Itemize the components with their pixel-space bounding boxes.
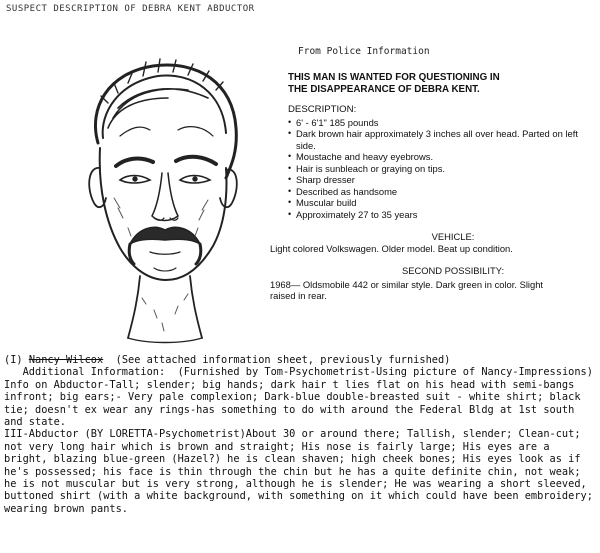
description-item: • Dark brown hair approximately 3 inches all over head. Parted on left side. bbox=[288, 128, 588, 151]
document-title: SUSPECT DESCRIPTION OF DEBRA KENT ABDUCTOR bbox=[6, 4, 255, 14]
typed-notes bbox=[4, 354, 600, 515]
second-possibility-text: 1968— Oldsmobile 442 or similar style. Dark green in color. Slight raised in rear. bbox=[270, 278, 544, 301]
description-item: • Moustache and heavy eyebrows. bbox=[288, 151, 588, 163]
note-item-1-rest: (See attached information sheet, previously furnished) bbox=[103, 354, 451, 366]
description-list bbox=[288, 117, 588, 221]
description-item: • Approximately 27 to 35 years bbox=[288, 209, 588, 221]
flyer-headline-line2: THE DISAPPEARANCE OF DEBRA KENT. bbox=[288, 84, 480, 95]
note-item-1-body: Additional Information: (Furnished by Tom-Psychometrist-Using picture of Nancy-Impressions) Info on Abductor-Tall; slender; big hands; dark hair t lies flat on his head with semi-bangs infront; big ears;- Very pale complexion; Dark-blue double-breasted suit - white shirt; black tie; doesn't ex wear any rings-has something to do with around the Federal Bldg at 1st south and state. bbox=[4, 366, 600, 429]
flyer-headline-line1: THIS MAN IS WANTED FOR QUESTIONING IN bbox=[288, 72, 500, 83]
description-item: • Described as handsome bbox=[288, 186, 588, 198]
struck-name: Nancy Wilcox bbox=[28, 354, 104, 366]
note-item-3: III-Abductor (BY LORETTA-Psychometrist)About 30 or around there; Tallish, slender; Clean-cut; not very long hair which is brown and straight; His nose is fairly large; His eyes are a bright, blazing blue-green (Hazel?) he is clean shaven; high cheek bones; His eyes look as if he's possessed; his face is thin through the chin but he has a quite definite chin, not weak; he is not muscular but is very strong, although he is slender; He was wearing a short sleeved, buttoned shirt (with a white background, with something on it which could have been embroidery; wearing brown pants. bbox=[4, 428, 600, 515]
source-note: From Police Information bbox=[298, 46, 430, 57]
description-item: • 6' - 6'1" 185 pounds bbox=[288, 117, 588, 129]
wanted-flyer bbox=[270, 72, 588, 302]
description-item: • Sharp dresser bbox=[288, 174, 588, 186]
suspect-sketch bbox=[58, 48, 258, 348]
note-item-1-heading bbox=[4, 354, 596, 366]
description-item: • Hair is sunbleach or graying on tips. bbox=[288, 163, 588, 175]
note-item-1-prefix: (I) bbox=[4, 354, 29, 366]
description-item: • Muscular build bbox=[288, 197, 588, 209]
vehicle-text: Light colored Volkswagen. Older model. Beat up condition. bbox=[270, 242, 513, 254]
description-title: DESCRIPTION: bbox=[288, 104, 357, 115]
second-possibility-title: SECOND POSSIBILITY: bbox=[401, 265, 505, 276]
vehicle-title: VEHICLE: bbox=[431, 231, 475, 242]
